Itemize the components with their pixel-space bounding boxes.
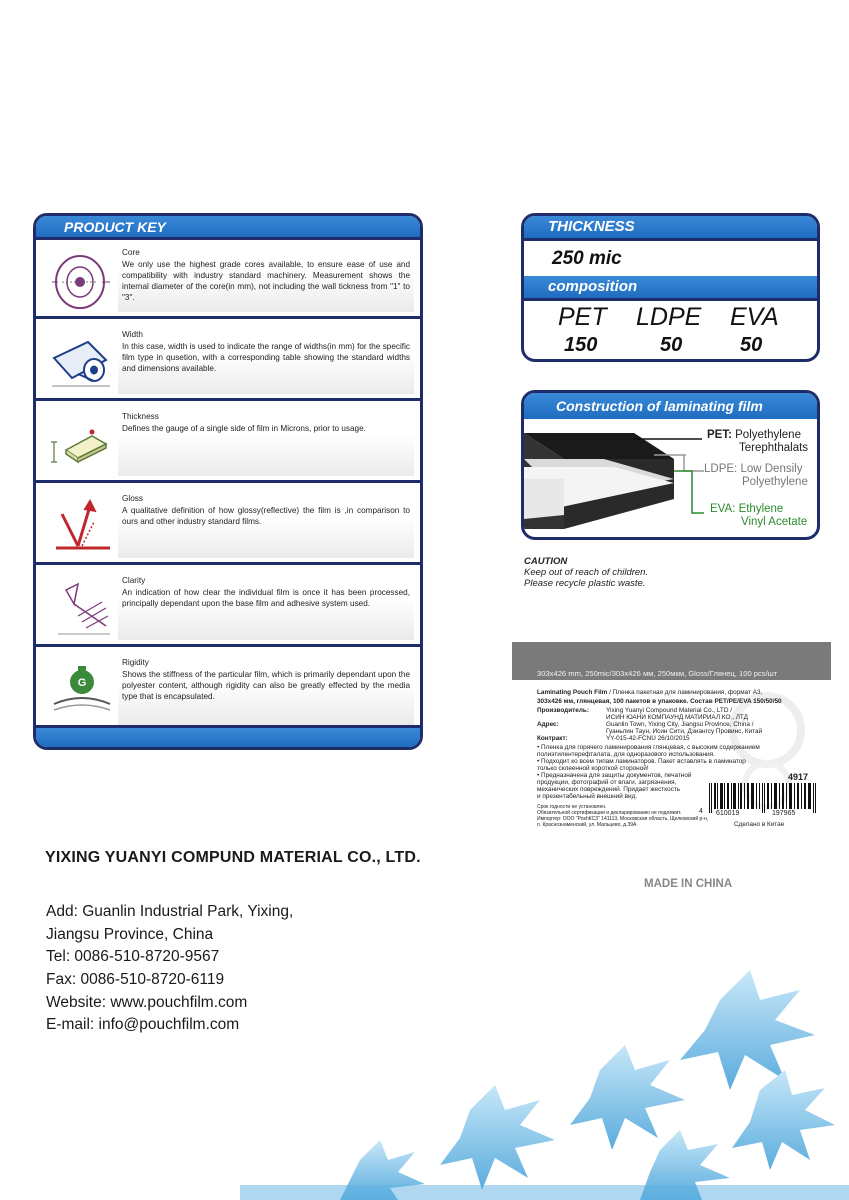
key-text-width: [118, 325, 414, 394]
contact-website: Website: www.pouchfilm.com: [46, 994, 248, 1011]
thickness-title: THICKNESS: [548, 218, 635, 235]
value-eva: 50: [740, 334, 763, 356]
thickness-value: 250 mic: [552, 248, 622, 269]
label-line-1: [537, 689, 762, 697]
layer-line: Ethylene: [738, 503, 784, 515]
contract-val: YY-015-42-FCNU 26/10/2015: [606, 735, 690, 742]
label-fine-print: Обязательной сертификации и декларированию не подлежит.: [537, 810, 682, 816]
construction-panel: [521, 390, 820, 540]
material-ldpe: LDPE: [636, 303, 702, 331]
label-bar-text: 303x426 mm, 250mic/303x426 мм, 250мкм, Gloss/Глянец, 100 pcs/шт: [537, 669, 778, 678]
layer-line: Polyethylene: [742, 476, 808, 488]
layer-line: Vinyl Acetate: [741, 516, 808, 528]
made-in-china: MADE IN CHINA: [644, 878, 733, 890]
layer-eva-label: [710, 503, 807, 529]
layer-line: Terephthalats: [739, 442, 809, 454]
thickness-panel: [521, 213, 820, 362]
key-title: Gloss: [122, 494, 143, 503]
contact-address-2: Jiangsu Province, China: [46, 926, 214, 943]
layer-line: Low Densily: [740, 463, 803, 475]
layer-code: EVA:: [710, 503, 736, 515]
label-bullet: и презентабельный внешний вид.: [537, 793, 638, 800]
film-roll-icon: [48, 328, 118, 394]
contact-tel: Tel: 0086-510-8720-9567: [46, 948, 220, 965]
construction-title: Construction of laminating film: [556, 398, 763, 414]
label-bullet: механических повреждений. Придает жесткость: [537, 786, 681, 793]
label-bullet: • Пленка для горячего ламинирования глянцевая, с высоким содержанием: [537, 744, 760, 751]
construction-header: [524, 393, 817, 419]
contact-email: E-mail: info@pouchfilm.com: [46, 1016, 240, 1033]
key-title: Width: [122, 330, 143, 339]
key-row-rigidity: [36, 650, 420, 729]
value-ldpe: 50: [660, 334, 683, 356]
label-bullet: полиэтилентерефталата, для одноразового использования.: [537, 751, 715, 758]
layer-code: PET:: [707, 429, 732, 441]
key-desc: In this case, width is used to indicate the range of widths(in mm) for the specific film type in qusetion, with a corresponding table showing the standard widths and dimensions available.: [122, 342, 410, 373]
label-line-2: 303x426 мм, глянцевая, 100 пакетов в упаковке. Состав PET/PE/EVA 150/50/50: [537, 698, 782, 705]
thickness-icon: [48, 410, 118, 476]
address-val-1: Guanlin Town, Yixing City, Jiangsu Province, China /: [606, 721, 754, 728]
barcode-digit: 4: [699, 808, 703, 815]
value-pet: 150: [564, 334, 598, 356]
contract-key: Контракт:: [537, 735, 568, 742]
core-icon: [48, 246, 118, 312]
label-bullet: • Подходит ко всем типам ламинаторов. Пакет вставлять в ламинатор: [537, 758, 746, 765]
barcode-digit: 197965: [772, 810, 796, 817]
key-title: Thickness: [122, 412, 159, 421]
key-row-width: [36, 322, 420, 401]
product-key-header: [36, 216, 420, 240]
label-product-desc: / Пленка пакетная для ламинирования, формат А3,: [607, 689, 763, 696]
svg-text:G: G: [77, 677, 87, 689]
layer-pet-label: [707, 429, 808, 455]
layer-code: LDPE:: [704, 463, 738, 475]
product-key-panel: [33, 213, 423, 750]
label-bullet: только склеенной короткой стороной!: [537, 765, 649, 772]
product-key-footer: [36, 725, 420, 747]
contact-address-1: Add: Guanlin Industrial Park, Yixing,: [46, 903, 294, 920]
rigidity-icon: [48, 656, 118, 722]
key-title: Rigidity: [122, 658, 149, 667]
material-eva: EVA: [730, 303, 779, 331]
key-desc: An indication of how clear the individual film is once it has been processed, principally dependant upon the base film and adhesive system used.: [122, 588, 410, 608]
key-desc: A qualitative definition of how glossy(reflective) the film is ,in comparison to ours and other industry standard films.: [122, 506, 410, 526]
key-title: Core: [122, 248, 140, 257]
caution-title: CAUTION: [524, 556, 568, 567]
label-fine-print: п. Краснознаменский, ул. Мальцево, д.39А: [537, 822, 637, 828]
caution-line: Keep out of reach of children.: [524, 567, 649, 578]
label-product-name: Laminating Pouch Film: [537, 689, 608, 696]
clarity-icon: [48, 574, 118, 640]
key-title: Clarity: [122, 576, 146, 585]
key-text-thickness: [118, 407, 414, 476]
divider: [524, 238, 817, 241]
label-fine-print: Импортер: ООО "РоshКС3" 141113, Московская область, Щелковский р-н,: [537, 816, 709, 822]
caution-line: Please recycle plastic waste.: [524, 578, 646, 589]
key-text-gloss: [118, 489, 414, 558]
key-row-core: [36, 240, 420, 319]
label-code: 4917: [788, 772, 809, 782]
key-row-thickness: [36, 404, 420, 483]
label-bullet: продукции, фотографий от влаги, загрязнения,: [537, 779, 677, 786]
key-row-clarity: [36, 568, 420, 647]
key-desc: Shows the stiffness of the particular film, which is primarily dependant upon the polyester content, although rigidity can also be greatly effected by the media type that is encapsulated.: [122, 670, 410, 701]
producer-key: Производитель:: [537, 707, 589, 714]
address-key: Адрес:: [537, 721, 559, 728]
address-val-2: Гуаньлин Таун, Исин Сити, Дзиангсу Провинс, Китай: [606, 728, 763, 735]
caution-block: [524, 556, 648, 589]
key-row-gloss: [36, 486, 420, 565]
company-name: YIXING YUANYI COMPUND MATERIAL CO., LTD.: [45, 849, 421, 866]
label-made-in: Сделано в Китае: [734, 821, 785, 828]
contact-fax: Fax: 0086-510-8720-6119: [46, 971, 225, 988]
key-text-rigidity: [118, 653, 414, 725]
barcode-digit: 610019: [716, 810, 740, 817]
layer-ldpe-label: [704, 463, 808, 489]
label-fine-print: Срок годности не установлен.: [537, 804, 607, 810]
producer-val-2: ИСИН ЮАНИ КОМПАУНД МАТИРИАЛ КО., ЛТД: [606, 714, 748, 721]
leaves-decoration: [240, 960, 849, 1200]
layer-line: Polyethylene: [735, 429, 801, 441]
divider: [524, 298, 817, 301]
key-desc: We only use the highest grade cores available, to ensure ease of use and compatibility with industry standard machinery. Measurement shows the internal diameter of the core(in mm), not including the wall tickness from "1" to "3".: [122, 260, 410, 302]
composition-title: composition: [548, 278, 638, 295]
product-key-title: PRODUCT KEY: [64, 219, 166, 235]
gloss-icon: [48, 492, 118, 558]
material-pet: PET: [558, 303, 607, 331]
label-bullet: • Предназначена для защиты документов, печатной: [537, 772, 692, 779]
producer-val-1: Yixing Yuanyi Compound Material Co., LTD /: [606, 707, 732, 714]
key-text-clarity: [118, 571, 414, 640]
composition-header: [524, 276, 817, 298]
barcode-image: [707, 783, 821, 813]
thickness-header: [524, 216, 817, 238]
key-desc: Defines the gauge of a single side of film in Microns, prior to usage.: [122, 424, 366, 433]
key-text-core: [118, 243, 414, 312]
